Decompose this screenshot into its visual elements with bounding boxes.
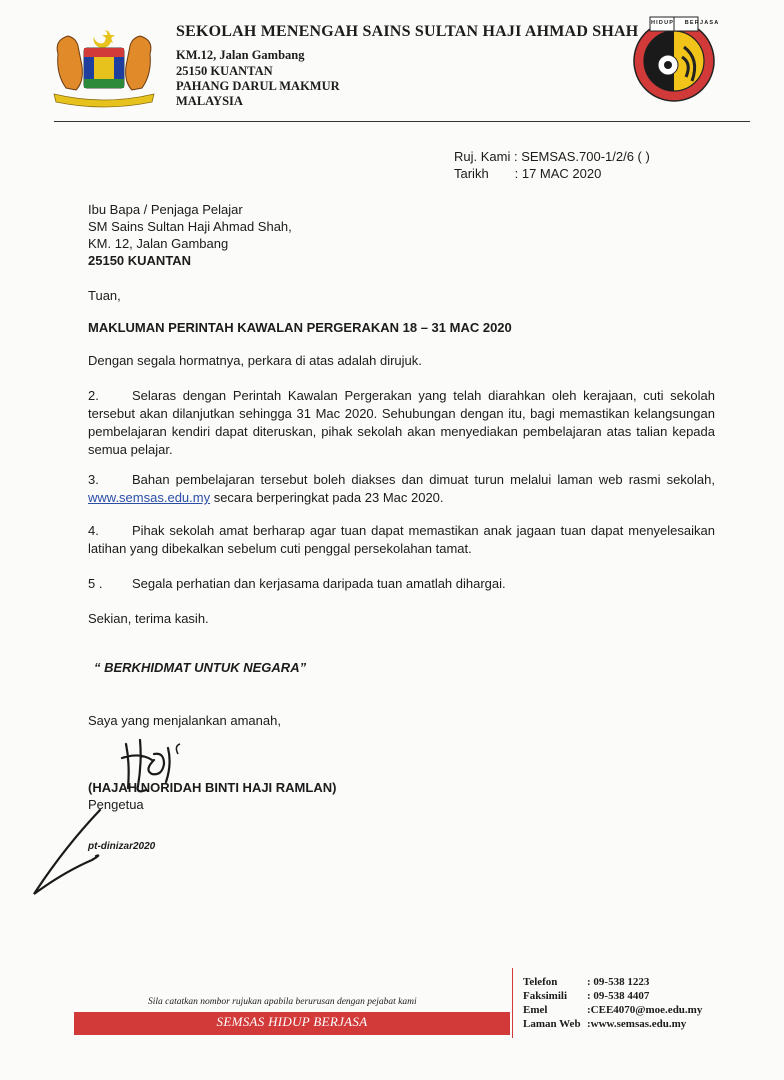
paragraph-3-text: Bahan pembelajaran tersebut boleh diakses dan dimuat turun melalui laman web rasmi sekolah,: [132, 472, 715, 487]
footer-divider: [512, 968, 513, 1038]
recipient-line-4: 25150 KUANTAN: [88, 253, 192, 268]
footer-banner-text: SEMSAS HIDUP BERJASA: [216, 1014, 368, 1029]
paragraph-2-text: Selaras dengan Perintah Kawalan Pergerakan yang telah diarahkan oleh kerajaan, cuti sekolah tersebut akan dilanjutkan sehingga 31 Mac 2020. Sehubungan dengan itu, bagi memastikan kelangsungan pembelajaran kendiri dapat diteruskan, pihak sekolah akan menyediakan pembelajaran atas talian kepada semua pelajar.: [88, 388, 715, 457]
pen-stroke-icon: [26, 806, 146, 898]
recipient-line-2: SM Sains Sultan Haji Ahmad Shah,: [88, 219, 292, 234]
website-value[interactable]: :www.semsas.edu.my: [587, 1018, 687, 1030]
paragraph-3-number: 3.: [88, 472, 99, 487]
paragraph-2-number: 2.: [88, 388, 99, 403]
fax-label: Faksimili: [523, 990, 568, 1002]
date-row: [454, 166, 601, 181]
school-name: SEKOLAH MENENGAH SAINS SULTAN HAJI AHMAD SHAH: [176, 23, 639, 40]
recipient-line-1: Ibu Bapa / Penjaga Pelajar: [88, 202, 243, 217]
address-line-2: 25150 KUANTAN: [176, 64, 273, 78]
paragraph-3-text-end: secara berperingkat pada 23 Mac 2020.: [210, 490, 444, 505]
header-divider: [54, 121, 750, 122]
address-line-3: PAHANG DARUL MAKMUR: [176, 79, 340, 93]
signatory-name: (HAJAH NORIDAH BINTI HAJI RAMLAN): [88, 780, 337, 795]
website-label: Laman Web: [523, 1018, 581, 1030]
school-website-link[interactable]: www.semsas.edu.my: [88, 490, 211, 505]
paragraph-4-text: Pihak sekolah amat berharap agar tuan dapat memastikan anak jagaan tuan dapat menyelesaikan latihan yang dibekalkan sebelum cuti penggal persekolahan tamat.: [88, 523, 715, 556]
paragraph-4-number: 4.: [88, 523, 99, 538]
paragraph-3: [88, 471, 715, 507]
phone-label: Telefon: [523, 976, 558, 988]
email-label: Emel: [523, 1004, 548, 1016]
salutation: Tuan,: [88, 288, 121, 303]
malaysia-coat-of-arms-icon: [50, 24, 158, 108]
date-label: Tarikh: [454, 166, 489, 181]
motto: “ BERKHIDMAT UNTUK NEGARA”: [94, 660, 307, 675]
address-line-4: MALAYSIA: [176, 94, 243, 108]
footer-note: Sila catatkan nombor rujukan apabila berurusan dengan pejabat kami: [148, 997, 417, 1007]
date-value: : 17 MAC 2020: [514, 166, 602, 181]
school-logo-icon: [628, 15, 720, 109]
phone-value: : 09-538 1223: [587, 976, 650, 988]
paragraph-5-text: Segala perhatian dan kerjasama daripada tuan amatlah dihargai.: [132, 576, 506, 591]
closing-line: Sekian, terima kasih.: [88, 611, 209, 626]
fax-value: : 09-538 4407: [587, 990, 650, 1002]
reference-value: : SEMSAS.700-1/2/6 ( ): [513, 149, 650, 164]
email-value[interactable]: :CEE4070@moe.edu.my: [587, 1004, 703, 1016]
recipient-line-3: KM. 12, Jalan Gambang: [88, 236, 229, 251]
trust-line: Saya yang menjalankan amanah,: [88, 713, 281, 728]
opening-line: Dengan segala hormatnya, perkara di atas adalah dirujuk.: [88, 353, 422, 368]
paragraph-5: [88, 575, 715, 593]
reference-row: [454, 149, 650, 164]
subject-line: MAKLUMAN PERINTAH KAWALAN PERGERAKAN 18 – 31 MAC 2020: [88, 320, 512, 335]
paragraph-2: [88, 387, 715, 459]
reference-label: Ruj. Kami: [454, 149, 511, 164]
typist-reference: pt-dinizar2020: [88, 841, 156, 852]
address-line-1: KM.12, Jalan Gambang: [176, 48, 305, 62]
signatory-title: Pengetua: [88, 797, 144, 812]
paragraph-5-number: 5 .: [88, 576, 103, 591]
paragraph-4: [88, 522, 715, 558]
school-logo-label: HIDUP BERJASA: [651, 20, 720, 26]
